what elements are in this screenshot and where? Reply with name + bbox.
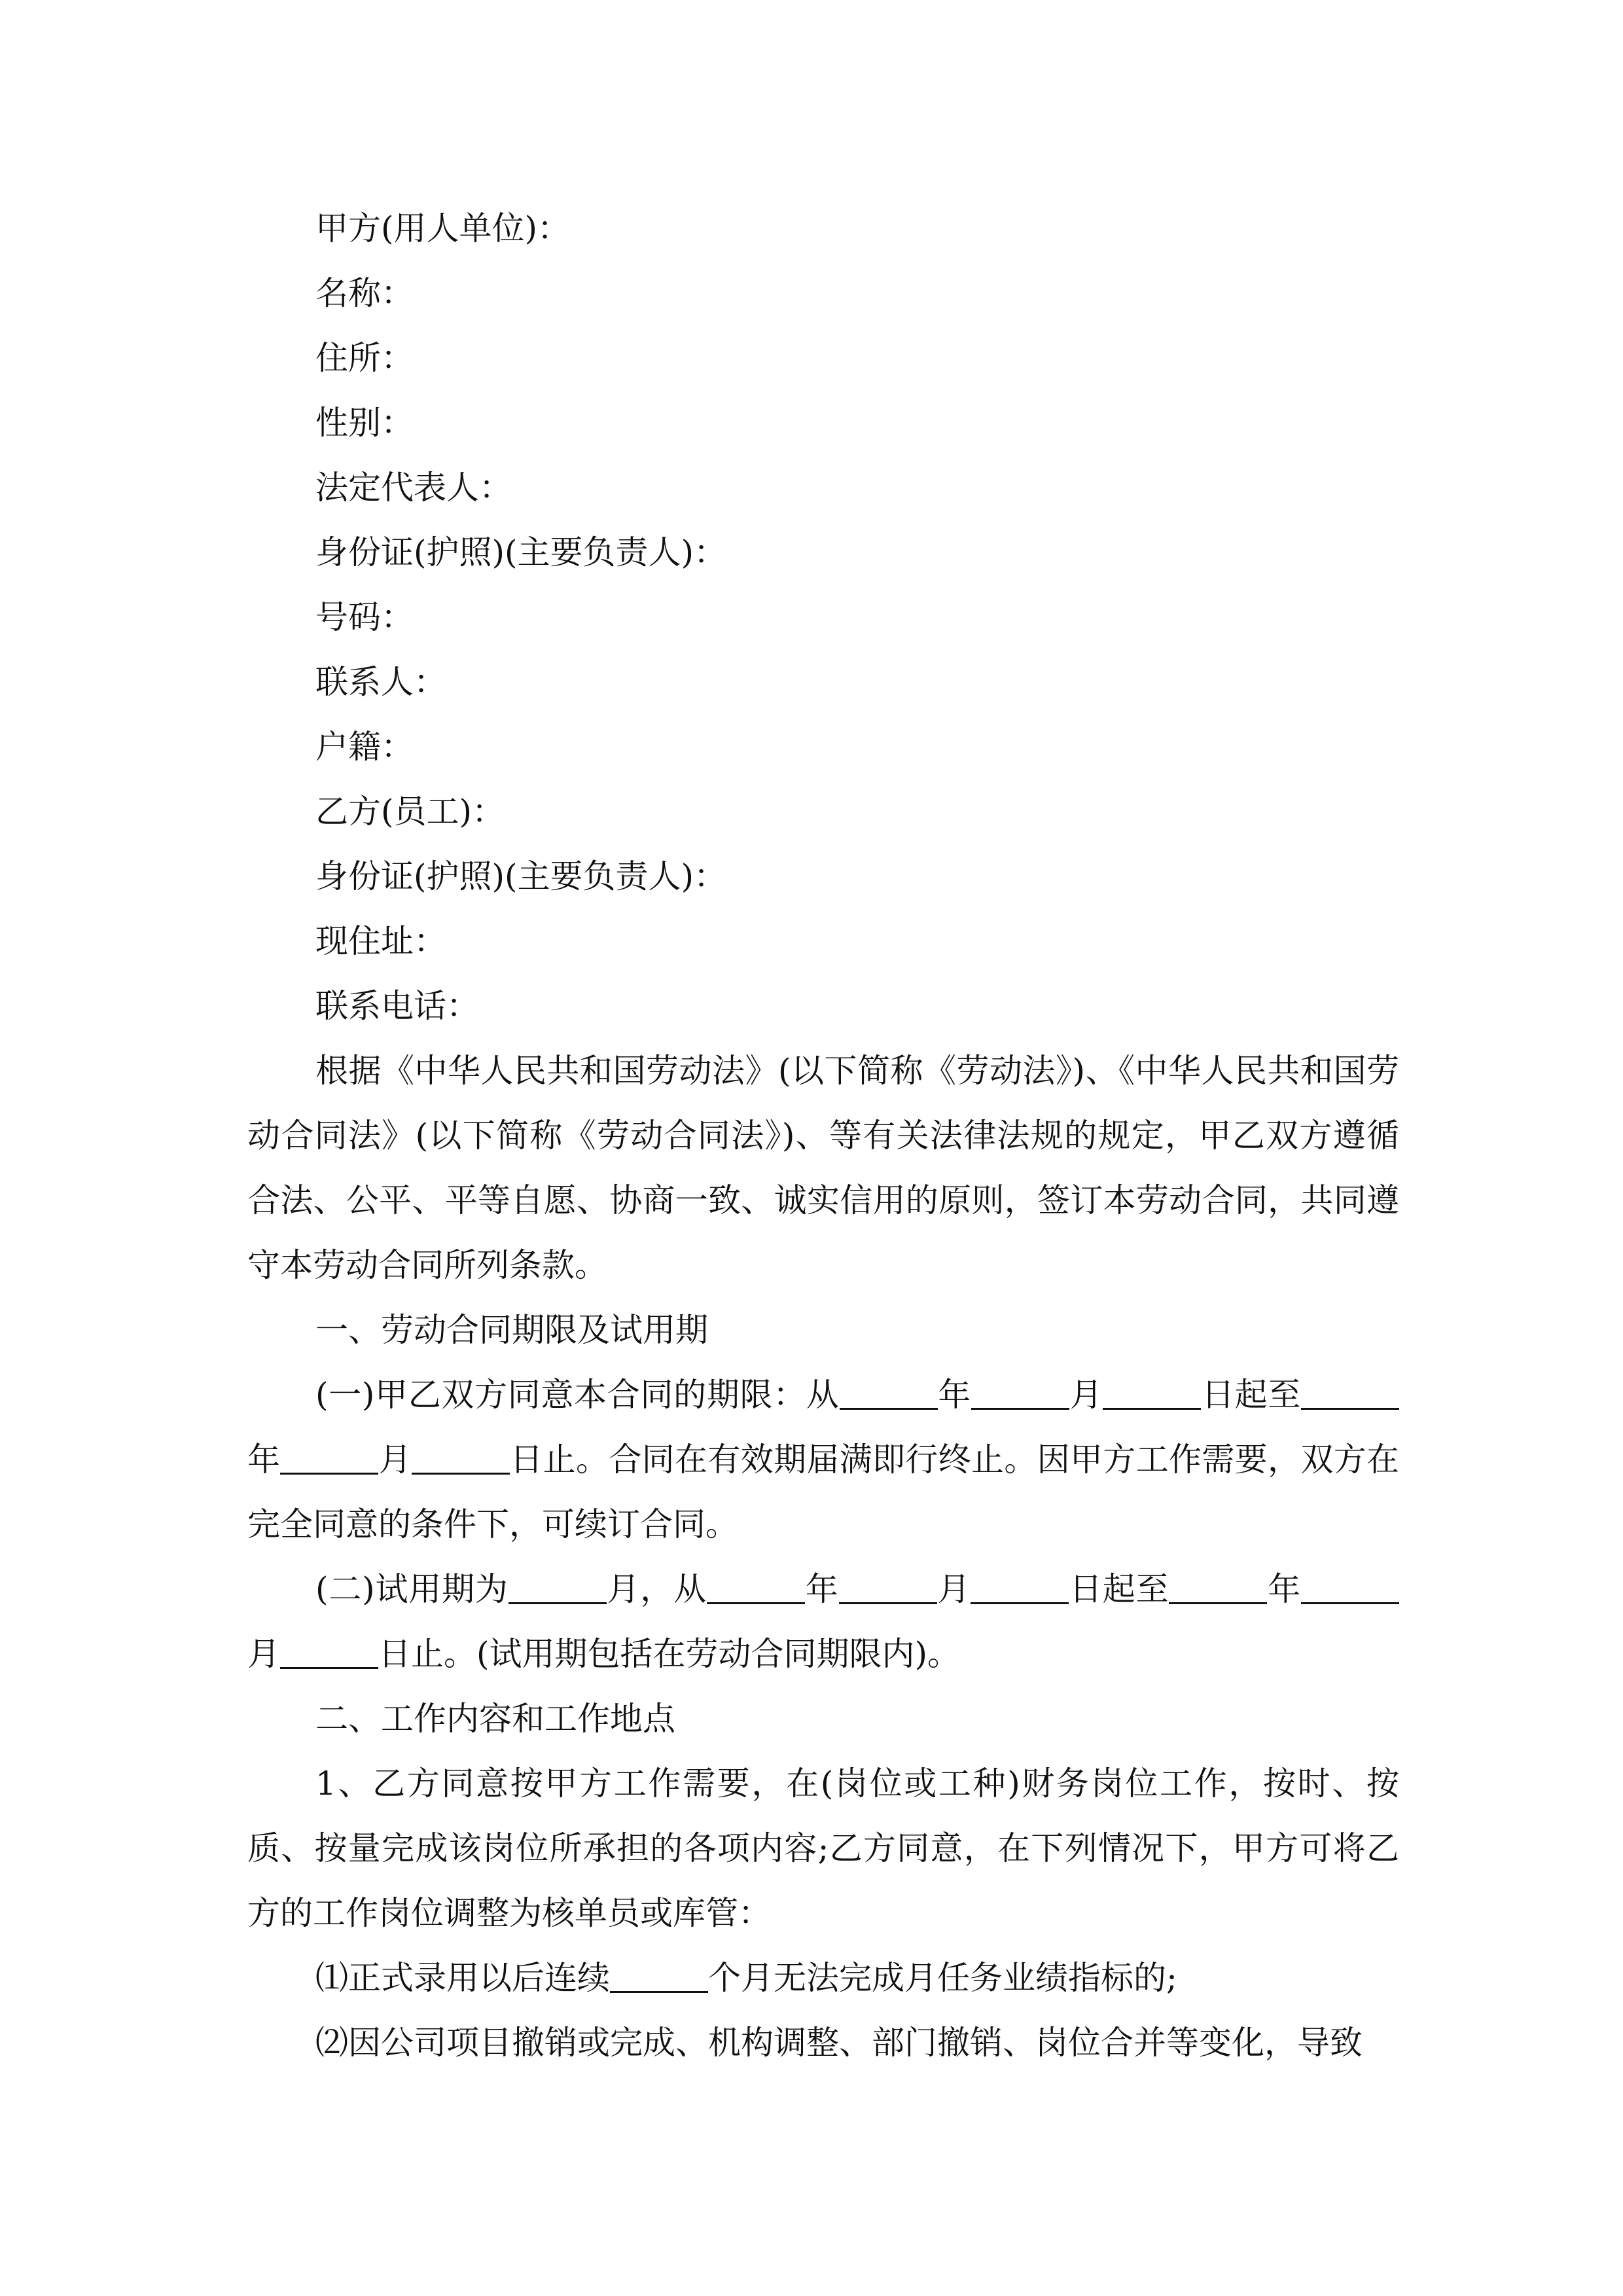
- section2-item2: ⑵因公司项目撤销或完成、机构调整、部门撤销、岗位合并等变化，导致: [315, 2024, 1363, 2062]
- party-a-id-field-label: 身份证(护照)(主要负责人)：: [315, 533, 727, 571]
- start-day-blank[interactable]: [1103, 1375, 1201, 1410]
- clause2-month-unit: 月: [936, 1570, 971, 1608]
- household-field-label: 户籍：: [315, 728, 414, 766]
- clause2-day-to: 日止。: [378, 1635, 476, 1673]
- contract-body: [247, 196, 1399, 2075]
- clause1-year-unit: 年: [937, 1376, 971, 1414]
- party-b-id-field-label: 身份证(护照)(主要负责人)：: [315, 857, 727, 895]
- clause2-year-unit: 年: [804, 1570, 839, 1608]
- probation-start-year-blank[interactable]: [707, 1570, 805, 1604]
- party-b-label: 乙方(员工)：: [315, 793, 505, 831]
- probation-end-year-blank[interactable]: [1169, 1570, 1267, 1604]
- start-month-blank[interactable]: [971, 1375, 1069, 1410]
- clause1-day-from: 日起至: [1201, 1376, 1301, 1414]
- clause2-end-month-unit: 月: [247, 1635, 280, 1673]
- clause2-month-from: 月，从: [606, 1570, 707, 1608]
- section2-heading: 二、工作内容和工作地点: [315, 1700, 675, 1738]
- clause2-tail: (试用期包括在劳动合同期限内)。: [476, 1635, 961, 1673]
- number-field-label: 号码：: [315, 598, 414, 636]
- clause1-month-unit: 月: [1069, 1376, 1103, 1414]
- clause1-lead: (一)甲乙双方同意本合同的期限：从: [315, 1376, 840, 1414]
- section1-heading: 一、劳动合同期限及试用期: [315, 1311, 708, 1349]
- name-field-label: 名称：: [315, 274, 414, 312]
- probation-end-month-blank[interactable]: [1301, 1570, 1399, 1604]
- contact-person-field-label: 联系人：: [315, 663, 446, 701]
- gender-field-label: 性别：: [315, 404, 414, 442]
- clause1-tail: 合同在有效期届满即行终止。因甲方工作需要，双方在完全同意的条件下，可续订合同。: [247, 1441, 1400, 1543]
- clause2-end-year-unit: 年: [1267, 1570, 1302, 1608]
- probation-start-day-blank[interactable]: [971, 1570, 1069, 1604]
- end-day-blank[interactable]: [412, 1440, 510, 1475]
- address-field-label: 住所：: [315, 339, 414, 377]
- probation-start-month-blank[interactable]: [839, 1570, 937, 1604]
- start-year-blank[interactable]: [840, 1375, 938, 1410]
- section1-clause2: [247, 1557, 1399, 1687]
- clause1-end-year-unit: 年: [247, 1441, 281, 1479]
- item1-lead: ⑴正式录用以后连续: [315, 1959, 610, 1997]
- end-month-blank[interactable]: [280, 1440, 378, 1475]
- current-address-field-label: 现住址：: [315, 922, 446, 960]
- item1-tail: 个月无法完成月任务业绩指标的;: [708, 1959, 1177, 1997]
- preamble-paragraph: 根据《中华人民共和国劳动法》(以下简称《劳动法》)、《中华人民共和国劳动合同法》(以下简称《劳动合同法》)、等有关法律法规的规定，甲乙双方遵循合法、公平、平等自愿、协商一致、诚实信用的原则，签订本劳动合同，共同遵守本劳动合同所列条款。: [247, 1052, 1399, 1284]
- probation-end-day-blank[interactable]: [280, 1634, 378, 1669]
- probation-months-blank[interactable]: [508, 1570, 607, 1604]
- clause1-end-month-unit: 月: [378, 1441, 412, 1479]
- clause2-day-from: 日起至: [1069, 1570, 1169, 1608]
- clause1-day-to: 日止。: [510, 1441, 609, 1479]
- clause2-lead: (二)试用期为: [315, 1570, 508, 1608]
- party-a-label: 甲方(用人单位)：: [315, 209, 571, 247]
- section2-clause1: 1、乙方同意按甲方工作需要，在(岗位或工种)财务岗位工作，按时、按质、按量完成该岗位所承担的各项内容;乙方同意，在下列情况下，甲方可将乙方的工作岗位调整为核单员或库管：: [247, 1765, 1399, 1932]
- phone-field-label: 联系电话：: [315, 987, 479, 1025]
- section1-clause1: [247, 1363, 1399, 1557]
- section2-item1: [247, 1946, 1399, 2011]
- consecutive-months-blank[interactable]: [610, 1958, 708, 1993]
- end-year-blank[interactable]: [1301, 1375, 1399, 1410]
- legal-rep-field-label: 法定代表人：: [315, 469, 512, 507]
